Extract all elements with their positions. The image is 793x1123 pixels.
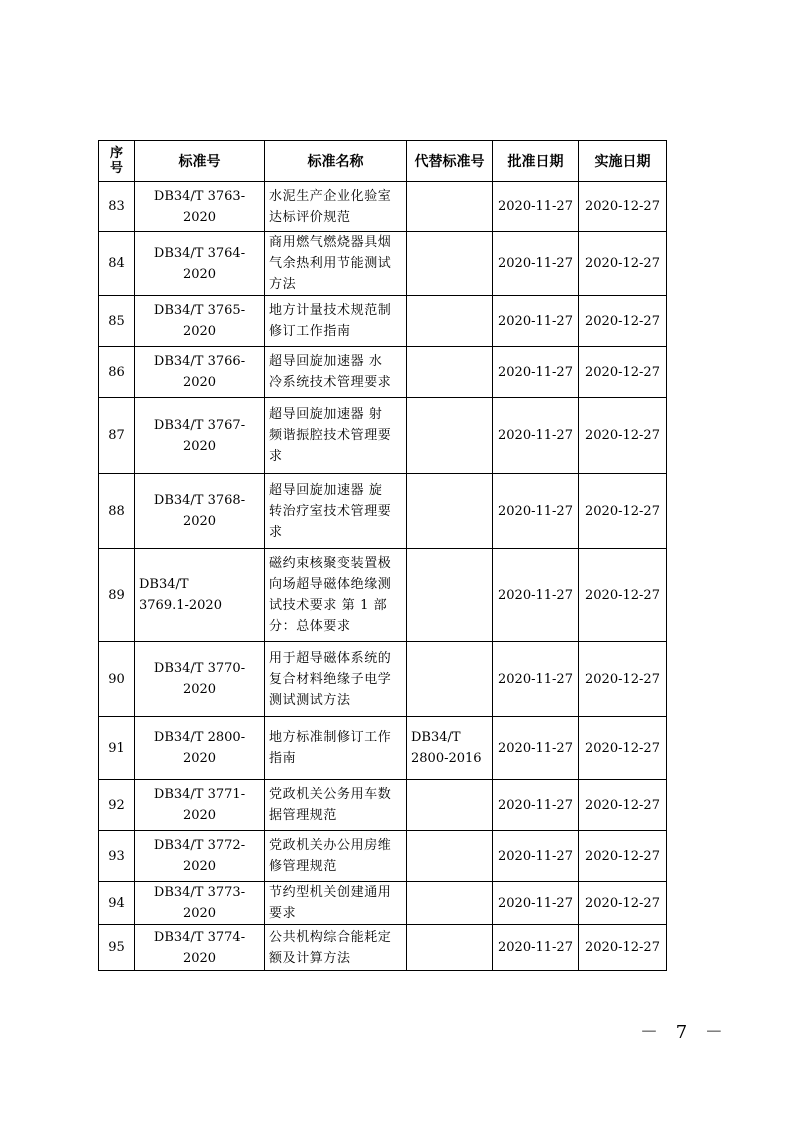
standard-name-cell	[265, 882, 407, 925]
standard-name-line: 党政机关办公用房维	[269, 838, 392, 853]
seq-no-cell: 94	[99, 882, 135, 925]
table-row	[99, 925, 667, 971]
standard-code-cell	[135, 347, 265, 398]
seq-no-cell: 83	[99, 182, 135, 232]
standard-name-line: 复合材料绝缘子电学	[269, 671, 392, 687]
standard-code-cell	[135, 882, 265, 925]
replaced-standard-cell	[407, 232, 493, 296]
standard-code-line: DB34/T	[139, 577, 189, 592]
table-row	[99, 182, 667, 232]
effective-date-cell: 2020-12-27	[579, 642, 667, 717]
standard-name-line: 磁约束核聚变装置极	[269, 556, 392, 571]
standard-name-line: 气余热利用节能测试	[269, 256, 392, 271]
replaced-standard-line: 2800-2016	[411, 751, 482, 766]
seq-no-cell: 88	[99, 474, 135, 549]
standard-code-line: DB34/T 3764-2020	[153, 245, 246, 282]
header-seq-no-top: 序	[109, 146, 123, 161]
seq-no-cell: 93	[99, 831, 135, 882]
table-row	[99, 717, 667, 780]
approval-date-cell: 2020-11-27	[493, 831, 579, 882]
replaced-standard-cell	[407, 474, 493, 549]
replaced-standard-cell	[407, 831, 493, 882]
standard-code-cell	[135, 474, 265, 549]
effective-date-cell: 2020-12-27	[579, 296, 667, 347]
standard-name-cell	[265, 642, 407, 717]
table-row	[99, 549, 667, 642]
standard-code-line: 3769.1-2020	[139, 598, 222, 613]
table-row	[99, 296, 667, 347]
seq-no-cell: 91	[99, 717, 135, 780]
standard-name-line: 求	[269, 449, 283, 464]
standard-name-line: 指南	[269, 751, 297, 766]
replaced-standard-cell	[407, 717, 493, 780]
header-seq-no	[99, 141, 135, 182]
header-replaced-standard: 代替标准号	[407, 141, 493, 182]
table-row	[99, 398, 667, 474]
standard-name-cell	[265, 347, 407, 398]
approval-date-cell: 2020-11-27	[493, 780, 579, 831]
standard-name-line: 公共机构综合能耗定	[269, 929, 392, 945]
standard-code-line: DB34/T 3774-2020	[153, 929, 246, 966]
effective-date-cell: 2020-12-27	[579, 474, 667, 549]
standard-code-cell	[135, 182, 265, 232]
standard-name-line: 修订工作指南	[269, 324, 351, 339]
replaced-standard-cell	[407, 780, 493, 831]
effective-date-cell: 2020-12-27	[579, 398, 667, 474]
standard-code-line: DB34/T 3771-2020	[153, 787, 246, 823]
approval-date-cell: 2020-11-27	[493, 717, 579, 780]
standard-name-cell	[265, 780, 407, 831]
replaced-standard-line: DB34/T	[411, 730, 461, 745]
standard-name-cell	[265, 831, 407, 882]
replaced-standard-cell	[407, 347, 493, 398]
header-effective-date: 实施日期	[579, 141, 667, 182]
standard-name-line: 额及计算方法	[269, 950, 351, 966]
seq-no-cell: 89	[99, 549, 135, 642]
standard-name-line: 地方标准制修订工作	[269, 730, 392, 745]
effective-date-cell: 2020-12-27	[579, 182, 667, 232]
standard-name-cell	[265, 925, 407, 971]
standard-name-line: 超导回旋加速器 旋	[269, 482, 383, 498]
seq-no-cell: 92	[99, 780, 135, 831]
seq-no-cell: 86	[99, 347, 135, 398]
standard-code-line: DB34/T 3763-2020	[153, 188, 246, 225]
standard-name-cell	[265, 232, 407, 296]
effective-date-cell: 2020-12-27	[579, 232, 667, 296]
seq-no-cell: 85	[99, 296, 135, 347]
standard-name-line: 党政机关公务用车数	[269, 787, 392, 802]
approval-date-cell: 2020-11-27	[493, 642, 579, 717]
standard-name-line: 商用燃气燃烧器具烟	[269, 235, 392, 250]
standard-name-line: 达标评价规范	[269, 209, 351, 225]
standard-code-line: DB34/T 3768-2020	[153, 493, 246, 529]
standard-name-line: 要求	[269, 906, 297, 921]
standard-code-line: DB34/T 2800-2020	[153, 730, 246, 766]
standard-code-cell	[135, 296, 265, 347]
standard-name-line: 超导回旋加速器 水	[269, 354, 383, 369]
replaced-standard-cell	[407, 925, 493, 971]
page-number: － 7 －	[640, 1022, 729, 1043]
approval-date-cell: 2020-11-27	[493, 549, 579, 642]
effective-date-cell: 2020-12-27	[579, 882, 667, 925]
standard-name-cell	[265, 717, 407, 780]
approval-date-cell: 2020-11-27	[493, 347, 579, 398]
effective-date-cell: 2020-12-27	[579, 347, 667, 398]
approval-date-cell: 2020-11-27	[493, 925, 579, 971]
approval-date-cell: 2020-11-27	[493, 398, 579, 474]
standard-name-line: 试技术要求 第 1 部	[269, 598, 388, 613]
table-row	[99, 831, 667, 882]
standard-code-cell	[135, 398, 265, 474]
standard-name-line: 向场超导磁体绝缘测	[269, 577, 392, 592]
approval-date-cell: 2020-11-27	[493, 232, 579, 296]
approval-date-cell: 2020-11-27	[493, 296, 579, 347]
table-row	[99, 474, 667, 549]
standard-name-line: 用于超导磁体系统的	[269, 650, 392, 666]
table-row	[99, 347, 667, 398]
approval-date-cell: 2020-11-27	[493, 474, 579, 549]
standard-code-cell	[135, 549, 265, 642]
standard-name-line: 方法	[269, 277, 297, 292]
replaced-standard-cell	[407, 549, 493, 642]
header-standard-code: 标准号	[135, 141, 265, 182]
standard-code-cell	[135, 780, 265, 831]
standard-code-cell	[135, 232, 265, 296]
standard-name-line: 测试测试方法	[269, 692, 351, 708]
standard-code-line: DB34/T 3766-2020	[153, 354, 246, 390]
table-body	[99, 182, 667, 971]
approval-date-cell: 2020-11-27	[493, 882, 579, 925]
standard-name-line: 据管理规范	[269, 808, 338, 823]
table-row	[99, 642, 667, 717]
standards-table	[98, 140, 667, 971]
standard-name-line: 分：总体要求	[269, 619, 351, 634]
standard-name-line: 频谐振腔技术管理要	[269, 428, 392, 443]
standard-name-line: 节约型机关创建通用	[269, 885, 392, 900]
standard-code-line: DB34/T 3773-2020	[153, 885, 246, 921]
replaced-standard-cell	[407, 642, 493, 717]
standard-code-line: DB34/T 3772-2020	[153, 838, 246, 874]
effective-date-cell: 2020-12-27	[579, 780, 667, 831]
header-seq-no-bottom: 号	[109, 161, 123, 176]
standard-name-line: 超导回旋加速器 射	[269, 407, 383, 422]
standard-name-line: 修管理规范	[269, 859, 338, 874]
replaced-standard-cell	[407, 398, 493, 474]
effective-date-cell: 2020-12-27	[579, 717, 667, 780]
standard-name-cell	[265, 182, 407, 232]
seq-no-cell: 84	[99, 232, 135, 296]
effective-date-cell: 2020-12-27	[579, 831, 667, 882]
header-standard-name: 标准名称	[265, 141, 407, 182]
table-row	[99, 232, 667, 296]
standard-name-line: 转治疗室技术管理要	[269, 503, 392, 519]
standard-code-line: DB34/T 3767-2020	[153, 417, 246, 454]
standard-name-line: 地方计量技术规范制	[269, 303, 392, 318]
standard-code-cell	[135, 642, 265, 717]
standard-name-line: 求	[269, 524, 283, 540]
standard-name-cell	[265, 474, 407, 549]
standard-name-cell	[265, 296, 407, 347]
replaced-standard-cell	[407, 882, 493, 925]
standard-name-cell	[265, 549, 407, 642]
approval-date-cell: 2020-11-27	[493, 182, 579, 232]
standard-name-line: 水泥生产企业化验室	[269, 188, 392, 204]
standard-code-cell	[135, 831, 265, 882]
seq-no-cell: 95	[99, 925, 135, 971]
table-row	[99, 780, 667, 831]
effective-date-cell: 2020-12-27	[579, 925, 667, 971]
table-row	[99, 882, 667, 925]
effective-date-cell: 2020-12-27	[579, 549, 667, 642]
standard-name-line: 冷系统技术管理要求	[269, 375, 392, 390]
standard-code-cell	[135, 925, 265, 971]
standard-code-line: DB34/T 3770-2020	[153, 661, 246, 697]
standard-name-cell	[265, 398, 407, 474]
seq-no-cell: 87	[99, 398, 135, 474]
standard-code-line: DB34/T 3765-2020	[153, 303, 246, 339]
seq-no-cell: 90	[99, 642, 135, 717]
header-approval-date: 批准日期	[493, 141, 579, 182]
standard-code-cell	[135, 717, 265, 780]
replaced-standard-cell	[407, 296, 493, 347]
header-row	[99, 141, 667, 182]
replaced-standard-cell	[407, 182, 493, 232]
